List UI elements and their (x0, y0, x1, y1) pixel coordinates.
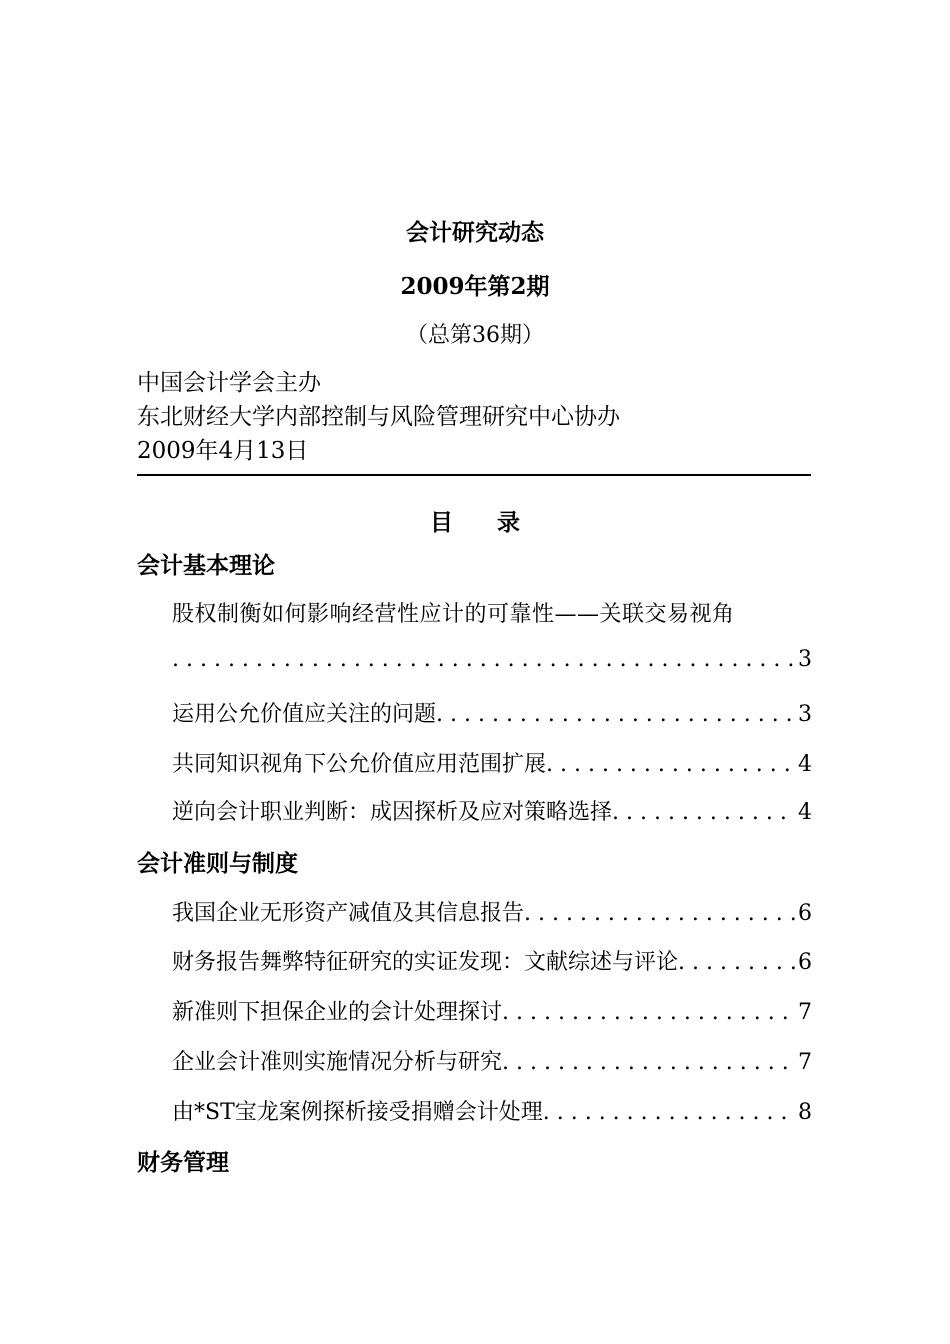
publication-date: 2009年4月13日 (137, 438, 309, 464)
toc-entry[interactable] (172, 896, 812, 927)
toc-entry[interactable] (172, 945, 812, 976)
toc-leader-dots (502, 1000, 796, 1025)
toc-leader-dots (612, 800, 796, 825)
toc-entry[interactable] (172, 995, 812, 1026)
toc-entry-page: 8 (798, 1100, 812, 1125)
toc-section-title: 会计准则与制度 (137, 850, 298, 877)
toc-entry-page: 4 (798, 800, 812, 825)
toc-leader-dots (436, 702, 796, 727)
toc-entry-page: 3 (798, 647, 812, 672)
toc-entry-title: 共同知识视角下公允价值应用范围扩展 (172, 752, 547, 777)
toc-entry-page: 3 (798, 702, 812, 727)
toc-entry-title: 新准则下担保企业的会计处理探讨 (172, 1000, 503, 1025)
header-divider (137, 474, 811, 476)
toc-entry[interactable] (172, 747, 812, 778)
total-issue-number: （总第36期） (406, 323, 544, 348)
toc-entry-title: 逆向会计职业判断：成因探析及应对策略选择 (172, 800, 613, 825)
toc-section-title: 财务管理 (137, 1149, 229, 1176)
toc-entry-page: 6 (798, 950, 812, 975)
toc-entry-page: 7 (798, 1000, 812, 1025)
toc-entry-title: 我国企业无形资产减值及其信息报告 (172, 901, 525, 926)
toc-entry[interactable] (172, 697, 812, 728)
toc-leader-dots (524, 901, 796, 926)
toc-entry-title: 企业会计准则实施情况分析与研究 (172, 1050, 503, 1075)
toc-heading-left: 目 (430, 509, 453, 536)
toc-heading-right: 录 (497, 509, 520, 536)
toc-leader-dots (678, 950, 796, 975)
toc-entry[interactable] (172, 795, 812, 826)
sponsor-line: 中国会计学会主办 (137, 370, 321, 396)
toc-leader-dots (543, 1100, 796, 1125)
toc-entry-title: 运用公允价值应关注的问题 (172, 702, 437, 727)
toc-heading (0, 504, 950, 537)
toc-entry-title: 由*ST宝龙案例探析接受捐赠会计处理 (172, 1100, 543, 1125)
toc-leader-dots (172, 647, 796, 672)
issue-number: 2009年第2期 (400, 273, 550, 300)
toc-entry[interactable] (172, 1045, 812, 1076)
toc-section-title: 会计基本理论 (137, 552, 275, 579)
toc-entry-title: 财务报告舞弊特征研究的实证发现：文献综述与评论 (172, 950, 679, 975)
publication-title: 会计研究动态 (406, 219, 544, 246)
toc-entry-page: 4 (798, 752, 812, 777)
toc-entry-title[interactable]: 股权制衡如何影响经营性应计的可靠性——关联交易视角 (172, 602, 735, 627)
toc-entry-page: 6 (798, 901, 812, 926)
toc-entry[interactable] (172, 1095, 812, 1126)
co-sponsor-line: 东北财经大学内部控制与风险管理研究中心协办 (137, 404, 620, 430)
toc-leader-dots (546, 752, 796, 777)
toc-entry-page: 7 (798, 1050, 812, 1075)
toc-leader-dots (502, 1050, 796, 1075)
toc-entry-continuation[interactable] (172, 647, 812, 672)
